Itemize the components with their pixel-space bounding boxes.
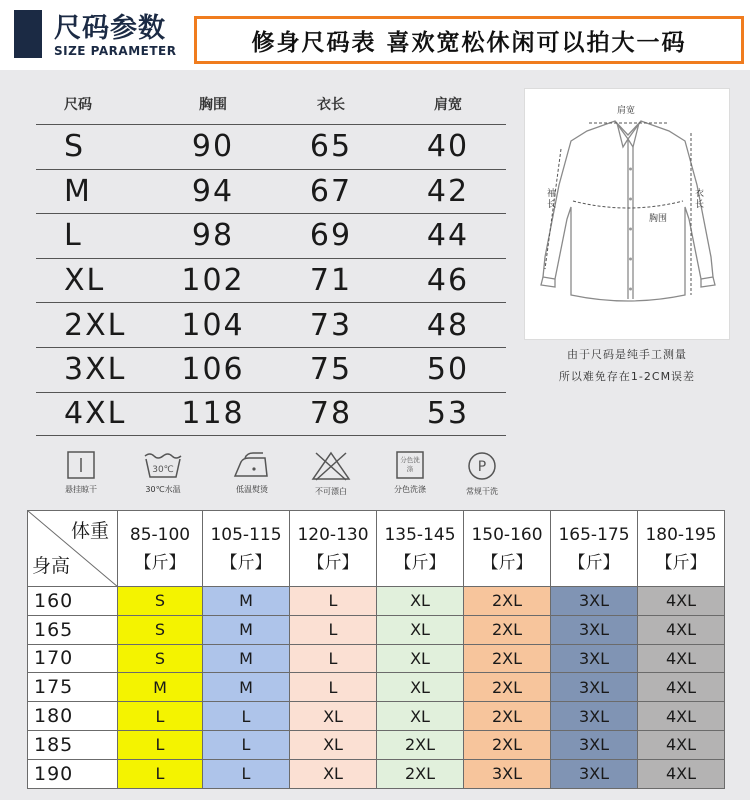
table-row bbox=[36, 169, 506, 214]
height-cell: 170 bbox=[28, 644, 118, 673]
size-recommendation-cell: 3XL bbox=[551, 730, 638, 759]
weight-range-text: 85-100 bbox=[129, 524, 191, 545]
size-cell: L bbox=[64, 218, 83, 254]
length-cell: 65 bbox=[309, 129, 353, 165]
size-recommendation-cell: L bbox=[118, 702, 203, 731]
height-cell: 180 bbox=[28, 702, 118, 731]
weight-range-header bbox=[118, 511, 203, 587]
page-subtitle: SIZE PARAMETER bbox=[54, 44, 177, 58]
size-recommendation-cell: 4XL bbox=[638, 644, 725, 673]
weight-unit-text: 【斤】 bbox=[568, 552, 620, 573]
care-item-wash-separately bbox=[375, 450, 445, 495]
chest-label: 胸围 bbox=[649, 214, 668, 224]
shoulder-cell: 42 bbox=[426, 173, 470, 209]
dry-clean-icon bbox=[465, 450, 499, 482]
length-cell: 71 bbox=[309, 263, 353, 299]
size-recommendation-cell: L bbox=[290, 587, 377, 616]
size-recommendation-cell: 2XL bbox=[464, 615, 551, 644]
size-recommendation-cell: 2XL bbox=[464, 587, 551, 616]
size-recommendation-cell: XL bbox=[290, 702, 377, 731]
size-recommendation-cell: XL bbox=[377, 644, 464, 673]
size-recommendation-cell: XL bbox=[290, 759, 377, 788]
weight-unit-text: 【斤】 bbox=[134, 552, 186, 573]
care-label: 低温熨烫 bbox=[236, 485, 268, 494]
size-recommendation-cell: 2XL bbox=[377, 759, 464, 788]
length-cell: 75 bbox=[309, 352, 353, 388]
size-recommendation-cell: XL bbox=[377, 615, 464, 644]
weight-range-text: 165-175 bbox=[558, 524, 630, 545]
height-cell: 190 bbox=[28, 759, 118, 788]
no-bleach-icon bbox=[310, 450, 352, 482]
chest-cell: 90 bbox=[191, 129, 235, 165]
size-recommendation-cell: M bbox=[203, 673, 290, 702]
table-row bbox=[28, 587, 725, 616]
size-recommendation-cell: 4XL bbox=[638, 673, 725, 702]
size-recommendation-cell: M bbox=[203, 644, 290, 673]
size-recommendation-cell: 3XL bbox=[551, 644, 638, 673]
column-header-length: 衣长 bbox=[317, 97, 345, 113]
weight-unit-text: 【斤】 bbox=[394, 552, 446, 573]
title-accent-bar bbox=[14, 10, 42, 58]
size-recommendation-cell: L bbox=[203, 730, 290, 759]
weight-range-text: 180-195 bbox=[645, 524, 717, 545]
care-item-no-bleach bbox=[296, 450, 366, 497]
wash-separately-icon bbox=[393, 450, 427, 480]
shirt-measurement-diagram bbox=[524, 88, 730, 340]
page-header bbox=[0, 0, 750, 70]
length-cell: 73 bbox=[309, 307, 353, 343]
iron-low-icon bbox=[231, 450, 273, 480]
size-recommendation-cell: M bbox=[203, 587, 290, 616]
size-cell: 4XL bbox=[64, 396, 127, 432]
weight-height-body bbox=[28, 587, 725, 789]
hang-dry-icon bbox=[65, 450, 97, 480]
length-cell: 69 bbox=[309, 218, 353, 254]
weight-range-header bbox=[203, 511, 290, 587]
shoulder-cell: 50 bbox=[426, 352, 470, 388]
corner-cell bbox=[28, 511, 118, 587]
table-row bbox=[36, 124, 506, 169]
weight-range-header bbox=[290, 511, 377, 587]
size-recommendation-cell: L bbox=[118, 730, 203, 759]
size-recommendation-cell: XL bbox=[290, 730, 377, 759]
weight-range-header bbox=[377, 511, 464, 587]
size-recommendation-cell: 2XL bbox=[377, 730, 464, 759]
page-title: 尺码参数 bbox=[54, 13, 166, 44]
table-row bbox=[36, 213, 506, 258]
size-recommendation-cell: M bbox=[118, 673, 203, 702]
size-recommendation-cell: 2XL bbox=[464, 730, 551, 759]
wash-30-icon bbox=[142, 450, 184, 480]
size-recommendation-cell: 2XL bbox=[464, 702, 551, 731]
shoulder-cell: 48 bbox=[426, 307, 470, 343]
shirt-outline-icon bbox=[525, 89, 731, 341]
shoulder-cell: 53 bbox=[426, 396, 470, 432]
size-recommendation-cell: 2XL bbox=[464, 644, 551, 673]
weight-axis-label: 体重 bbox=[70, 520, 109, 542]
table-row bbox=[36, 347, 506, 392]
table-row bbox=[28, 702, 725, 731]
dry-clean-letter: P bbox=[477, 459, 487, 475]
size-recommendation-cell: L bbox=[290, 644, 377, 673]
size-recommendation-cell: L bbox=[290, 615, 377, 644]
table-row bbox=[28, 644, 725, 673]
table-row bbox=[28, 615, 725, 644]
care-label: 常规干洗 bbox=[466, 487, 498, 496]
shoulder-cell: 44 bbox=[426, 218, 470, 254]
weight-unit-text: 【斤】 bbox=[220, 552, 272, 573]
size-recommendation-cell: 3XL bbox=[464, 759, 551, 788]
wash-temp-text: 30℃ bbox=[152, 465, 174, 475]
size-recommendation-cell: XL bbox=[377, 587, 464, 616]
size-recommendation-cell: 3XL bbox=[551, 702, 638, 731]
care-item-hang-dry bbox=[46, 450, 116, 495]
size-recommendation-cell: S bbox=[118, 615, 203, 644]
size-recommendation-cell: 4XL bbox=[638, 587, 725, 616]
size-recommendation-cell: M bbox=[203, 615, 290, 644]
table-row bbox=[36, 302, 506, 347]
size-recommendation-cell: XL bbox=[377, 702, 464, 731]
chest-cell: 98 bbox=[191, 218, 235, 254]
care-label: 30℃水温 bbox=[145, 485, 181, 494]
weight-header-row bbox=[28, 511, 725, 587]
care-label: 分色洗涤 bbox=[394, 485, 426, 494]
table-row bbox=[28, 759, 725, 788]
care-item-wash-30 bbox=[128, 450, 198, 495]
size-chart-table bbox=[36, 84, 506, 436]
size-chart-header bbox=[36, 84, 506, 124]
height-cell: 185 bbox=[28, 730, 118, 759]
height-cell: 165 bbox=[28, 615, 118, 644]
height-axis-label: 身高 bbox=[32, 555, 71, 577]
size-recommendation-cell: S bbox=[118, 587, 203, 616]
chest-cell: 106 bbox=[181, 352, 245, 388]
weight-range-text: 150-160 bbox=[471, 524, 543, 545]
height-cell: 175 bbox=[28, 673, 118, 702]
sleeve-label: 袖长 bbox=[547, 189, 557, 210]
size-recommendation-cell: 4XL bbox=[638, 615, 725, 644]
size-recommendation-cell: 3XL bbox=[551, 587, 638, 616]
measurement-note-line2: 所以难免存在1-2CM误差 bbox=[558, 370, 696, 383]
column-header-shoulder: 肩宽 bbox=[434, 97, 462, 113]
length-cell: 67 bbox=[309, 173, 353, 209]
measurement-note-line1: 由于尺码是纯手工测量 bbox=[567, 348, 687, 361]
size-cell: XL bbox=[64, 263, 106, 299]
size-recommendation-cell: 2XL bbox=[464, 673, 551, 702]
weight-range-text: 105-115 bbox=[210, 524, 282, 545]
care-item-iron-low bbox=[217, 450, 287, 495]
size-recommendation-cell: L bbox=[118, 759, 203, 788]
chest-cell: 94 bbox=[191, 173, 235, 209]
table-row bbox=[28, 673, 725, 702]
weight-unit-text: 【斤】 bbox=[655, 552, 707, 573]
chest-cell: 118 bbox=[181, 396, 245, 432]
care-label: 不可漂白 bbox=[315, 487, 347, 496]
length-cell: 78 bbox=[309, 396, 353, 432]
size-cell: 2XL bbox=[64, 307, 127, 343]
size-recommendation-cell: 4XL bbox=[638, 759, 725, 788]
weight-unit-text: 【斤】 bbox=[481, 552, 533, 573]
weight-range-header bbox=[551, 511, 638, 587]
size-cell: 3XL bbox=[64, 352, 127, 388]
weight-unit-text: 【斤】 bbox=[307, 552, 359, 573]
size-recommendation-cell: 4XL bbox=[638, 702, 725, 731]
size-recommendation-cell: L bbox=[290, 673, 377, 702]
length-label: 衣长 bbox=[695, 189, 705, 210]
size-recommendation-cell: 4XL bbox=[638, 730, 725, 759]
size-cell: S bbox=[64, 129, 86, 165]
column-header-size: 尺码 bbox=[64, 97, 92, 113]
weight-range-text: 120-130 bbox=[297, 524, 369, 545]
care-item-dry-clean bbox=[447, 450, 517, 497]
size-recommendation-cell: L bbox=[203, 702, 290, 731]
size-cell: M bbox=[64, 173, 92, 209]
weight-range-header bbox=[464, 511, 551, 587]
size-recommendation-cell: L bbox=[203, 759, 290, 788]
shoulder-cell: 40 bbox=[426, 129, 470, 165]
size-recommendation-cell: XL bbox=[377, 673, 464, 702]
size-recommendation-cell: 3XL bbox=[551, 759, 638, 788]
fit-notice: 修身尺码表 喜欢宽松休闲可以拍大一码 bbox=[194, 16, 744, 64]
wash-separately-text: 分色洗涤 bbox=[400, 456, 420, 473]
size-recommendation-cell: 3XL bbox=[551, 615, 638, 644]
chest-cell: 104 bbox=[181, 307, 245, 343]
table-row bbox=[36, 258, 506, 303]
table-row bbox=[36, 392, 506, 437]
column-header-chest: 胸围 bbox=[199, 97, 227, 113]
shoulder-cell: 46 bbox=[426, 263, 470, 299]
size-recommendation-cell: S bbox=[118, 644, 203, 673]
height-cell: 160 bbox=[28, 587, 118, 616]
weight-height-size-table bbox=[27, 510, 725, 789]
care-label: 悬挂晾干 bbox=[65, 485, 97, 494]
weight-range-header bbox=[638, 511, 725, 587]
table-row bbox=[28, 730, 725, 759]
weight-range-text: 135-145 bbox=[384, 524, 456, 545]
shoulder-label: 肩宽 bbox=[617, 106, 636, 116]
size-recommendation-cell: 3XL bbox=[551, 673, 638, 702]
chest-cell: 102 bbox=[181, 263, 245, 299]
